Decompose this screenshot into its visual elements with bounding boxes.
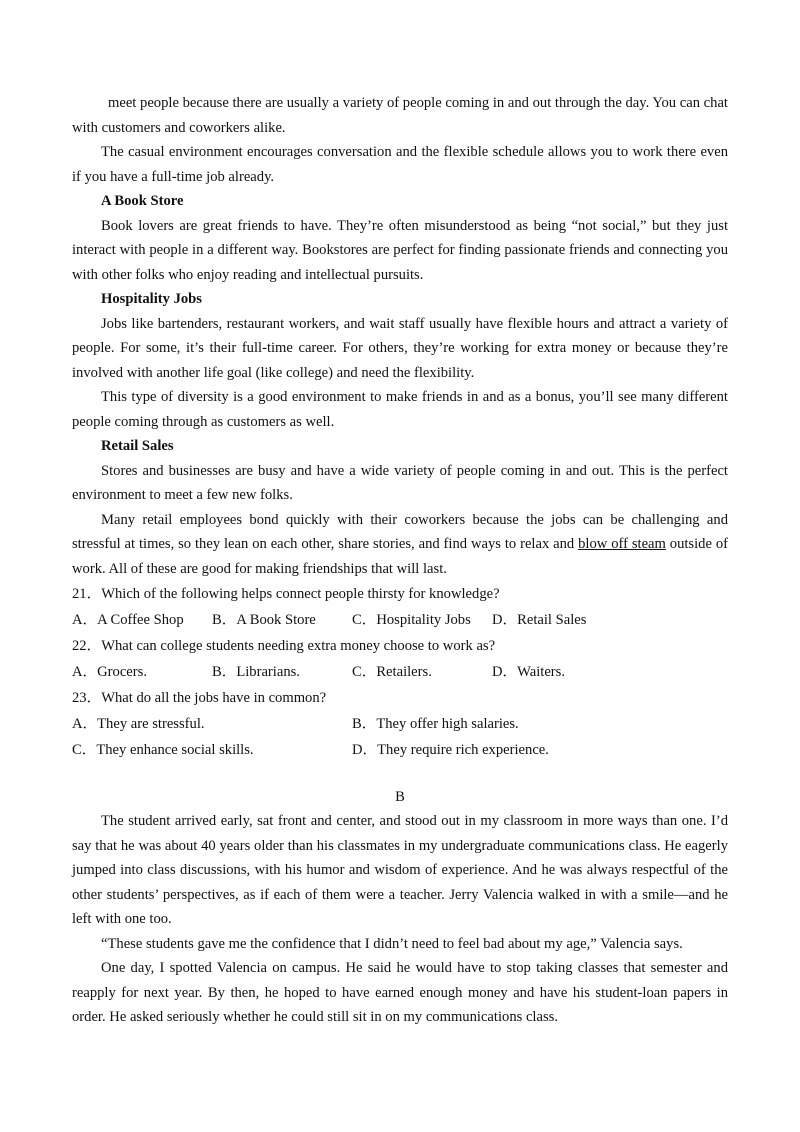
text-run: outside of work. All of these are good for making friendships that will last.	[72, 536, 728, 577]
option-c: C．They enhance social skills.	[72, 742, 254, 758]
question-stem: 21．Which of the following helps connect people thirsty for knowledge?	[72, 586, 500, 602]
document-page	[72, 91, 728, 1030]
answer-options	[72, 711, 728, 737]
option-d: D．Waiters.	[492, 664, 565, 680]
underlined-phrase: blow off steam	[578, 536, 666, 552]
text-run: Many retail employees bond quickly with their coworkers because the jobs can be challenging and stressful at times, so they lean on each other, share stories, and find ways to relax and	[72, 511, 728, 552]
paragraph: Jobs like bartenders, restaurant workers, and wait staff usually have flexible hours and attract a variety of people. For some, it’s their full-time career. For others, they’re working for extra money or because they’re involved with another life goal (like college) and need the flexibility.	[72, 315, 728, 381]
option-c: C．Hospitality Jobs	[352, 612, 471, 628]
paragraph: The casual environment encourages conversation and the flexible schedule allows you to work there even if you have a full-time job already.	[72, 144, 728, 185]
paragraph: One day, I spotted Valencia on campus. He said he would have to stop taking classes that semester and reapply for next year. By then, he hoped to have earned enough money and have his student-loan papers in order. He asked seriously whether he could still sit in on my communications class.	[72, 960, 728, 1025]
option-b: B．A Book Store	[212, 612, 316, 628]
question-stem: 22．What can college students needing extra money choose to work as?	[72, 638, 496, 654]
section-heading: A Book Store	[101, 193, 184, 209]
option-d: D．They require rich experience.	[352, 742, 549, 758]
paragraph: Stores and businesses are busy and have a wide variety of people coming in and out. This is the perfect environment to meet a few new folks.	[72, 462, 728, 503]
paragraph: meet people because there are usually a variety of people coming in and out through the day. You can chat with customers and coworkers alike.	[72, 95, 728, 136]
paragraph: The student arrived early, sat front and center, and stood out in my classroom in more ways than one. I’d say that he was about 40 years older than his classmates in my undergraduate communications class. He eagerly jumped into class discussions, with his humor and wisdom of experience. And he was always respectful of the other students’ perspectives, as if each of them were a teacher. Jerry Valencia walked in with a smile—and he left with one too.	[72, 813, 728, 927]
paragraph: This type of diversity is a good environment to make friends in and as a bonus, you’ll see many different people coming through as customers as well.	[72, 389, 728, 430]
option-c: C．Retailers.	[352, 664, 432, 680]
paragraph: “These students gave me the confidence that I didn’t need to feel bad about my age,” Valencia says.	[101, 935, 683, 952]
paragraph: Book lovers are great friends to have. They’re often misunderstood as being “not social,” but they just interact with people in a different way. Bookstores are perfect for finding passionate friends and connecting you with other folks who enjoy reading and intellectual pursuits.	[72, 217, 728, 283]
answer-options	[72, 659, 728, 685]
paragraph	[72, 508, 728, 582]
section-heading: Retail Sales	[101, 438, 174, 454]
answer-options	[72, 737, 728, 763]
option-a: A．A Coffee Shop	[72, 612, 184, 628]
option-b: B．Librarians.	[212, 664, 300, 680]
option-a: A．Grocers.	[72, 664, 147, 680]
option-d: D．Retail Sales	[492, 612, 587, 628]
section-title: B	[395, 789, 405, 805]
question-stem: 23．What do all the jobs have in common?	[72, 690, 327, 706]
answer-options	[72, 607, 728, 633]
option-a: A．They are stressful.	[72, 716, 205, 732]
section-heading: Hospitality Jobs	[101, 291, 202, 307]
option-b: B．They offer high salaries.	[352, 716, 519, 732]
